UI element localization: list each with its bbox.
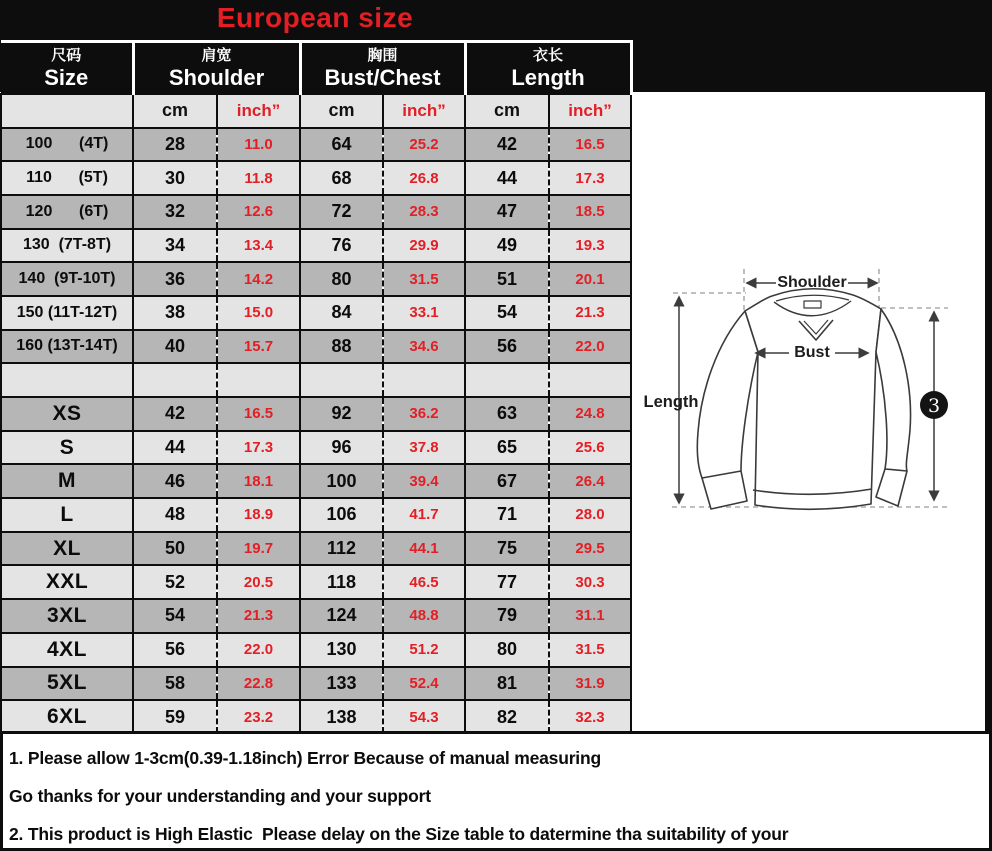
length-cm-cell	[465, 363, 549, 397]
col-header-bust	[300, 42, 465, 94]
shoulder-inch-cell: 16.5	[217, 397, 300, 431]
table-row	[1, 667, 631, 701]
unit-cell-length-cm: cm	[465, 94, 549, 128]
length-inch-cell: 21.3	[549, 296, 631, 330]
shoulder-cm-cell: 32	[133, 195, 217, 229]
length-cm-cell: 63	[465, 397, 549, 431]
bust-inch-cell: 37.8	[383, 431, 465, 465]
unit-cell-bust-inch: inch”	[383, 94, 465, 128]
table-row	[1, 128, 631, 162]
shoulder-cm-cell: 34	[133, 229, 217, 263]
length-inch-cell: 32.3	[549, 700, 631, 734]
badge-3	[920, 391, 948, 419]
size-table-body	[1, 128, 631, 734]
table-row	[1, 633, 631, 667]
note-line-3: 2. This product is High Elastic Please delay on the Size table to datermine tha suitability of your	[9, 824, 789, 844]
size-cell: XS	[1, 397, 133, 431]
col-header-length-zh: 衣长	[533, 46, 564, 64]
page-title: European size	[216, 2, 414, 33]
col-header-bust-zh: 胸围	[367, 46, 398, 64]
size-cell: 140 (9T-10T)	[1, 262, 133, 296]
size-cell: 4XL	[1, 633, 133, 667]
shoulder-inch-cell: 21.3	[217, 599, 300, 633]
size-cell: 160 (13T-14T)	[1, 330, 133, 364]
bust-inch-cell: 28.3	[383, 195, 465, 229]
shoulder-inch-cell: 18.1	[217, 464, 300, 498]
shoulder-inch-cell: 15.7	[217, 330, 300, 364]
bust-cm-cell: 130	[300, 633, 383, 667]
length-cm-cell: 51	[465, 262, 549, 296]
length-cm-cell: 80	[465, 633, 549, 667]
bust-inch-cell: 51.2	[383, 633, 465, 667]
length-cm-cell: 79	[465, 599, 549, 633]
shoulder-cm-cell: 52	[133, 565, 217, 599]
bust-inch-cell: 29.9	[383, 229, 465, 263]
table-row	[1, 532, 631, 566]
notes-box	[0, 731, 992, 851]
table-row	[1, 262, 631, 296]
table-row	[1, 161, 631, 195]
length-cm-cell: 82	[465, 700, 549, 734]
note-line-1: 1. Please allow 1-3cm(0.39-1.18inch) Error Because of manual measuring	[9, 748, 601, 768]
length-inch-cell: 31.1	[549, 599, 631, 633]
length-inch-cell: 17.3	[549, 161, 631, 195]
shoulder-inch-cell	[217, 363, 300, 397]
length-cm-cell: 54	[465, 296, 549, 330]
bust-inch-cell: 34.6	[383, 330, 465, 364]
unit-cell-blank	[1, 94, 133, 128]
table-row	[1, 599, 631, 633]
length-cm-cell: 47	[465, 195, 549, 229]
shoulder-inch-cell: 11.0	[217, 128, 300, 162]
bust-inch-cell: 26.8	[383, 161, 465, 195]
bust-cm-cell: 138	[300, 700, 383, 734]
length-inch-cell: 30.3	[549, 565, 631, 599]
bust-inch-cell: 25.2	[383, 128, 465, 162]
bust-inch-cell: 39.4	[383, 464, 465, 498]
col-header-size-en: Size	[44, 64, 89, 90]
unit-cell-shoulder-inch: inch”	[217, 94, 300, 128]
length-cm-cell: 56	[465, 330, 549, 364]
table-row	[1, 464, 631, 498]
shoulder-inch-cell: 12.6	[217, 195, 300, 229]
size-cell: 130 (7T-8T)	[1, 229, 133, 263]
garment-measure-diagram	[630, 92, 985, 731]
bust-cm-cell	[300, 363, 383, 397]
col-header-shoulder	[133, 42, 300, 94]
bust-cm-cell: 80	[300, 262, 383, 296]
shoulder-cm-cell: 59	[133, 700, 217, 734]
table-row	[1, 397, 631, 431]
col-header-shoulder-en: Shoulder	[168, 64, 265, 90]
col-header-size-zh: 尺码	[51, 46, 82, 64]
unit-header-row	[1, 94, 631, 128]
bust-inch-cell: 41.7	[383, 498, 465, 532]
col-header-size	[1, 42, 133, 94]
size-cell: 150 (11T-12T)	[1, 296, 133, 330]
size-cell: M	[1, 464, 133, 498]
bust-inch-cell: 31.5	[383, 262, 465, 296]
length-inch-cell: 25.6	[549, 431, 631, 465]
bust-inch-cell	[383, 363, 465, 397]
length-inch-cell: 31.5	[549, 633, 631, 667]
size-cell: 3XL	[1, 599, 133, 633]
col-header-length	[465, 42, 631, 94]
table-row	[1, 229, 631, 263]
shoulder-inch-cell: 14.2	[217, 262, 300, 296]
unit-cell-bust-cm: cm	[300, 94, 383, 128]
shoulder-cm-cell: 30	[133, 161, 217, 195]
table-row	[1, 565, 631, 599]
bust-cm-cell: 84	[300, 296, 383, 330]
unit-cell-length-inch: inch”	[549, 94, 631, 128]
bust-cm-cell: 118	[300, 565, 383, 599]
length-cm-cell: 65	[465, 431, 549, 465]
bust-cm-cell: 76	[300, 229, 383, 263]
length-cm-cell: 81	[465, 667, 549, 701]
shoulder-inch-cell: 19.7	[217, 532, 300, 566]
length-inch-cell: 16.5	[549, 128, 631, 162]
shoulder-cm-cell: 42	[133, 397, 217, 431]
size-cell: 120 (6T)	[1, 195, 133, 229]
shoulder-cm-cell: 44	[133, 431, 217, 465]
table-row	[1, 195, 631, 229]
length-inch-cell: 28.0	[549, 498, 631, 532]
unit-cell-shoulder-cm: cm	[133, 94, 217, 128]
size-cell: 110 (5T)	[1, 161, 133, 195]
length-cm-cell: 44	[465, 161, 549, 195]
badge-3-number: 3	[927, 395, 941, 417]
size-table	[0, 40, 633, 735]
bust-cm-cell: 92	[300, 397, 383, 431]
length-inch-cell	[549, 363, 631, 397]
bust-cm-cell: 96	[300, 431, 383, 465]
table-row	[1, 498, 631, 532]
shoulder-cm-cell: 46	[133, 464, 217, 498]
bust-inch-cell: 33.1	[383, 296, 465, 330]
size-cell: L	[1, 498, 133, 532]
shoulder-inch-cell: 13.4	[217, 229, 300, 263]
bust-cm-cell: 64	[300, 128, 383, 162]
bust-cm-cell: 124	[300, 599, 383, 633]
table-row	[1, 296, 631, 330]
size-cell: XL	[1, 532, 133, 566]
bust-inch-cell: 36.2	[383, 397, 465, 431]
bust-inch-cell: 52.4	[383, 667, 465, 701]
note-line-2: Go thanks for your understanding and your support	[9, 786, 431, 806]
shoulder-cm-cell: 40	[133, 330, 217, 364]
shoulder-inch-cell: 23.2	[217, 700, 300, 734]
bust-inch-cell: 54.3	[383, 700, 465, 734]
size-cell: S	[1, 431, 133, 465]
sweatshirt-outline	[697, 289, 910, 510]
length-inch-cell: 19.3	[549, 229, 631, 263]
shoulder-inch-cell: 22.8	[217, 667, 300, 701]
bust-cm-cell: 133	[300, 667, 383, 701]
table-row	[1, 363, 631, 397]
shoulder-inch-cell: 22.0	[217, 633, 300, 667]
shoulder-inch-cell: 11.8	[217, 161, 300, 195]
shoulder-cm-cell: 28	[133, 128, 217, 162]
shoulder-label: Shoulder	[777, 274, 847, 291]
col-header-bust-en: Bust/Chest	[324, 64, 441, 90]
shoulder-inch-cell: 15.0	[217, 296, 300, 330]
shoulder-cm-cell: 38	[133, 296, 217, 330]
bust-cm-cell: 112	[300, 532, 383, 566]
length-cm-cell: 67	[465, 464, 549, 498]
length-inch-cell: 18.5	[549, 195, 631, 229]
size-cell: 6XL	[1, 700, 133, 734]
length-cm-cell: 71	[465, 498, 549, 532]
bust-cm-cell: 68	[300, 161, 383, 195]
length-cm-cell: 49	[465, 229, 549, 263]
length-inch-cell: 24.8	[549, 397, 631, 431]
length-cm-cell: 77	[465, 565, 549, 599]
length-cm-cell: 75	[465, 532, 549, 566]
length-inch-cell: 31.9	[549, 667, 631, 701]
table-header-row	[1, 42, 631, 94]
length-cm-cell: 42	[465, 128, 549, 162]
shoulder-cm-cell: 48	[133, 498, 217, 532]
bust-inch-cell: 46.5	[383, 565, 465, 599]
length-inch-cell: 20.1	[549, 262, 631, 296]
table-row	[1, 700, 631, 734]
shoulder-cm-cell: 54	[133, 599, 217, 633]
bust-cm-cell: 100	[300, 464, 383, 498]
shoulder-cm-cell: 58	[133, 667, 217, 701]
bust-cm-cell: 72	[300, 195, 383, 229]
right-edge-strip	[985, 0, 992, 851]
shoulder-cm-cell	[133, 363, 217, 397]
length-label: Length	[643, 393, 699, 411]
col-header-length-en: Length	[511, 64, 585, 90]
bust-label: Bust	[794, 344, 830, 361]
shoulder-cm-cell: 56	[133, 633, 217, 667]
col-header-shoulder-zh: 肩宽	[201, 46, 232, 64]
length-inch-cell: 22.0	[549, 330, 631, 364]
size-cell: XXL	[1, 565, 133, 599]
size-cell: 5XL	[1, 667, 133, 701]
shoulder-inch-cell: 17.3	[217, 431, 300, 465]
table-row	[1, 431, 631, 465]
shoulder-cm-cell: 50	[133, 532, 217, 566]
length-inch-cell: 26.4	[549, 464, 631, 498]
table-row	[1, 330, 631, 364]
size-cell	[1, 363, 133, 397]
shoulder-cm-cell: 36	[133, 262, 217, 296]
bust-inch-cell: 48.8	[383, 599, 465, 633]
shoulder-inch-cell: 18.9	[217, 498, 300, 532]
bust-inch-cell: 44.1	[383, 532, 465, 566]
length-inch-cell: 29.5	[549, 532, 631, 566]
shoulder-inch-cell: 20.5	[217, 565, 300, 599]
size-cell: 100 (4T)	[1, 128, 133, 162]
bust-cm-cell: 88	[300, 330, 383, 364]
bust-cm-cell: 106	[300, 498, 383, 532]
